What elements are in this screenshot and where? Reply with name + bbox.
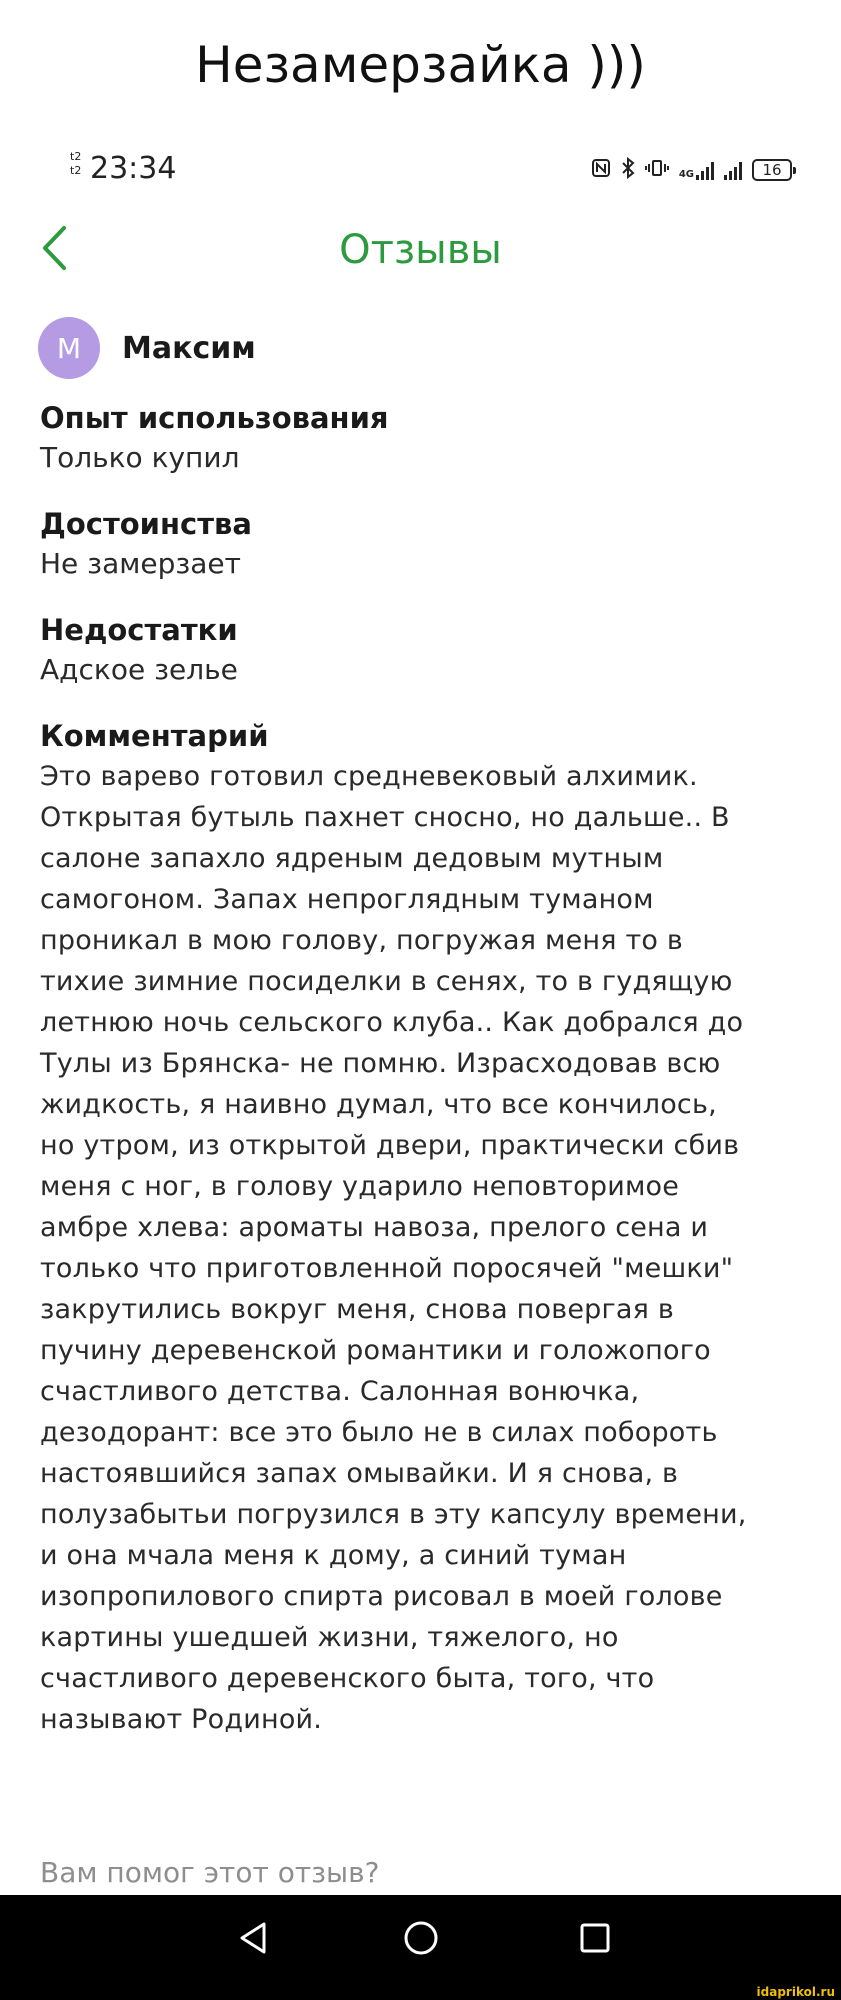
cons-section [40,610,810,690]
comment-line: полузабытьи погрузился в эту капсулу времени, [40,1499,747,1530]
comment-line: изопропилового спирта рисовал в моей голове [40,1581,723,1612]
pros-value: Не замерзает [40,547,241,580]
battery-icon: 16 [752,159,792,181]
comment-text [40,756,810,1740]
nav-back-button[interactable] [228,1915,278,1965]
avatar: M [38,317,100,379]
comment-line: проникал в мою голову, погружая меня то в [40,925,684,956]
review-author [38,316,256,380]
nfc-icon [591,158,611,183]
comment-line: жидкость, я наивно думал, что все кончилось, [40,1089,717,1120]
page-title: Отзывы [339,227,502,273]
comment-line: пучину деревенской романтики и голожопого [40,1335,711,1366]
comment-line: счастливого деревенского быта, того, что [40,1663,655,1694]
comment-line: настоявшийся запах омывайки. И я снова, в [40,1458,679,1489]
comment-line: самогоном. Запах непроглядным туманом [40,884,654,915]
page-header [0,215,841,285]
comment-line: закрутились вокруг меня, снова повергая в [40,1294,674,1325]
signal-strength-icon [696,160,714,180]
nav-recents-button[interactable] [570,1915,620,1965]
system-nav-bar [0,1895,841,1985]
comment-line: и она мчала меня к дому, а синий туман [40,1540,627,1571]
sim-labels [70,150,81,178]
comment-line: картины ушедшей жизни, тяжелого, но [40,1622,619,1653]
signal-strength-2-icon [724,160,742,180]
triangle-back-icon [238,1921,268,1959]
network-type-label: 4G [678,169,694,180]
bluetooth-icon [621,157,635,184]
sim2-label: t2 [70,164,82,177]
sim1-label: t2 [70,150,82,163]
helpful-prompt[interactable]: Вам помог этот отзыв? [40,1856,380,1889]
comment-section [40,716,810,1740]
author-name: Максим [122,330,256,366]
status-icons [591,156,792,184]
footer-strip [0,1985,841,2000]
watermark-label: idaprikol.ru [756,1985,835,1999]
signal-4g-group [679,160,714,180]
comment-line: летнюю ночь сельского клуба.. Как добрался до [40,1007,744,1038]
comment-line: салоне запахло ядреным дедовым мутным [40,843,664,874]
cons-value: Адское зелье [40,653,238,686]
comment-line: счастливого детства. Салонная вонючка, [40,1376,640,1407]
review-body [40,398,810,1766]
comment-line: меня с ног, в голову ударило неповторимое [40,1171,680,1202]
circle-home-icon [403,1920,439,1960]
experience-label: Опыт использования [40,401,389,435]
comment-label: Комментарий [40,719,269,753]
meme-title: Незамерзайка ))) [195,36,646,94]
comment-line: называют Родиной. [40,1704,323,1735]
experience-value: Только купил [40,441,240,474]
comment-line: Открытая бутыль пахнет сносно, но дальше.. В [40,802,730,833]
comment-line: тихие зимние посиделки в сенях, то в гудящую [40,966,733,997]
status-bar [58,150,792,190]
comment-line: амбре хлева: ароматы навоза, прелого сена и [40,1212,709,1243]
pros-label: Достоинства [40,507,252,541]
nav-home-button[interactable] [396,1915,446,1965]
experience-section [40,398,810,478]
comment-line: Это варево готовил средневековый алхимик. [40,761,698,792]
comment-line: только что приготовленной поросячей "мешки" [40,1253,734,1284]
comment-line: дезодорант: все это было не в силах побороть [40,1417,718,1448]
comment-line: но утром, из открытой двери, практически сбив [40,1130,740,1161]
vibrate-icon [645,158,669,183]
pros-section [40,504,810,584]
status-clock: 23:34 [90,151,177,186]
square-recents-icon [579,1922,611,1958]
comment-line: Тулы из Брянска- не помню. Израсходовав всю [40,1048,721,1079]
cons-label: Недостатки [40,613,238,647]
